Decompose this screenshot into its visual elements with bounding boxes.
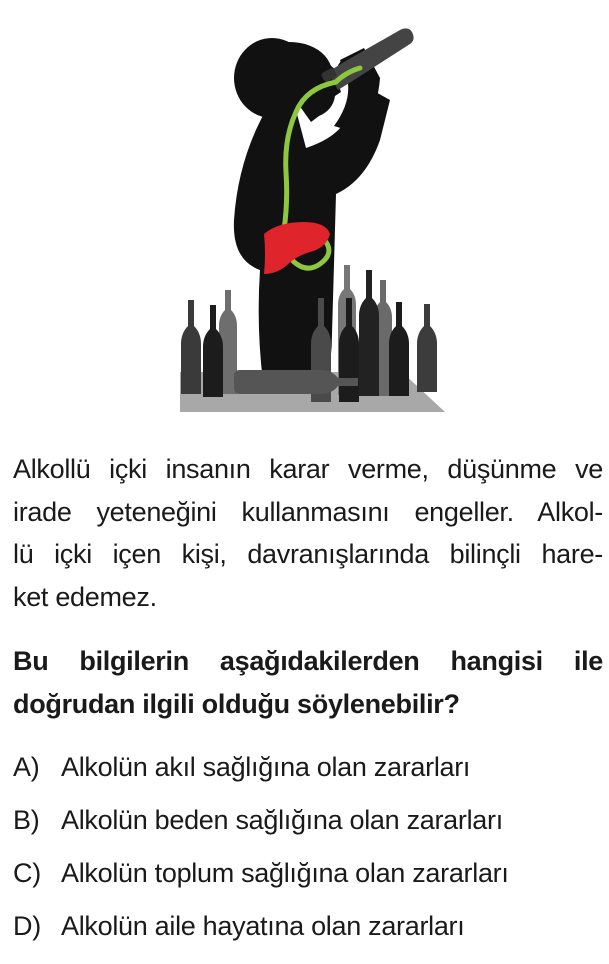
option-letter: C) bbox=[13, 858, 41, 888]
option-c[interactable] bbox=[13, 858, 603, 911]
option-a[interactable] bbox=[13, 752, 603, 805]
option-letter: B) bbox=[13, 805, 40, 835]
option-text: Alkolün beden sağlığına olan zararları bbox=[61, 805, 503, 835]
option-text: Alkolün toplum sağlığına olan zararları bbox=[61, 858, 509, 888]
paragraph-line: lü içki içen kişi, davranışlarında bilinçli hare- bbox=[13, 539, 603, 569]
option-text: Alkolün aile hayatına olan zararları bbox=[61, 911, 465, 941]
question-line: Bu bilgilerin aşağıdakilerden hangisi ile bbox=[13, 646, 603, 676]
option-letter: A) bbox=[13, 752, 40, 782]
paragraph-line: ket edemez. bbox=[13, 581, 157, 612]
paragraph-line: irade yeteneğini kullanmasını engeller. Alkol- bbox=[13, 496, 603, 527]
option-b[interactable] bbox=[13, 805, 603, 858]
question-line: doğrudan ilgili olduğu söylenebilir? bbox=[13, 688, 460, 719]
alcohol-illustration bbox=[170, 20, 450, 415]
option-letter: D) bbox=[13, 911, 41, 941]
paragraph-line: Alkollü içki insanın karar verme, düşünme ve bbox=[13, 454, 603, 484]
answer-options bbox=[13, 752, 603, 964]
option-text: Alkolün akıl sağlığına olan zararları bbox=[61, 752, 471, 782]
question-prompt bbox=[13, 640, 603, 725]
option-d[interactable] bbox=[13, 911, 603, 964]
info-paragraph bbox=[13, 448, 603, 618]
